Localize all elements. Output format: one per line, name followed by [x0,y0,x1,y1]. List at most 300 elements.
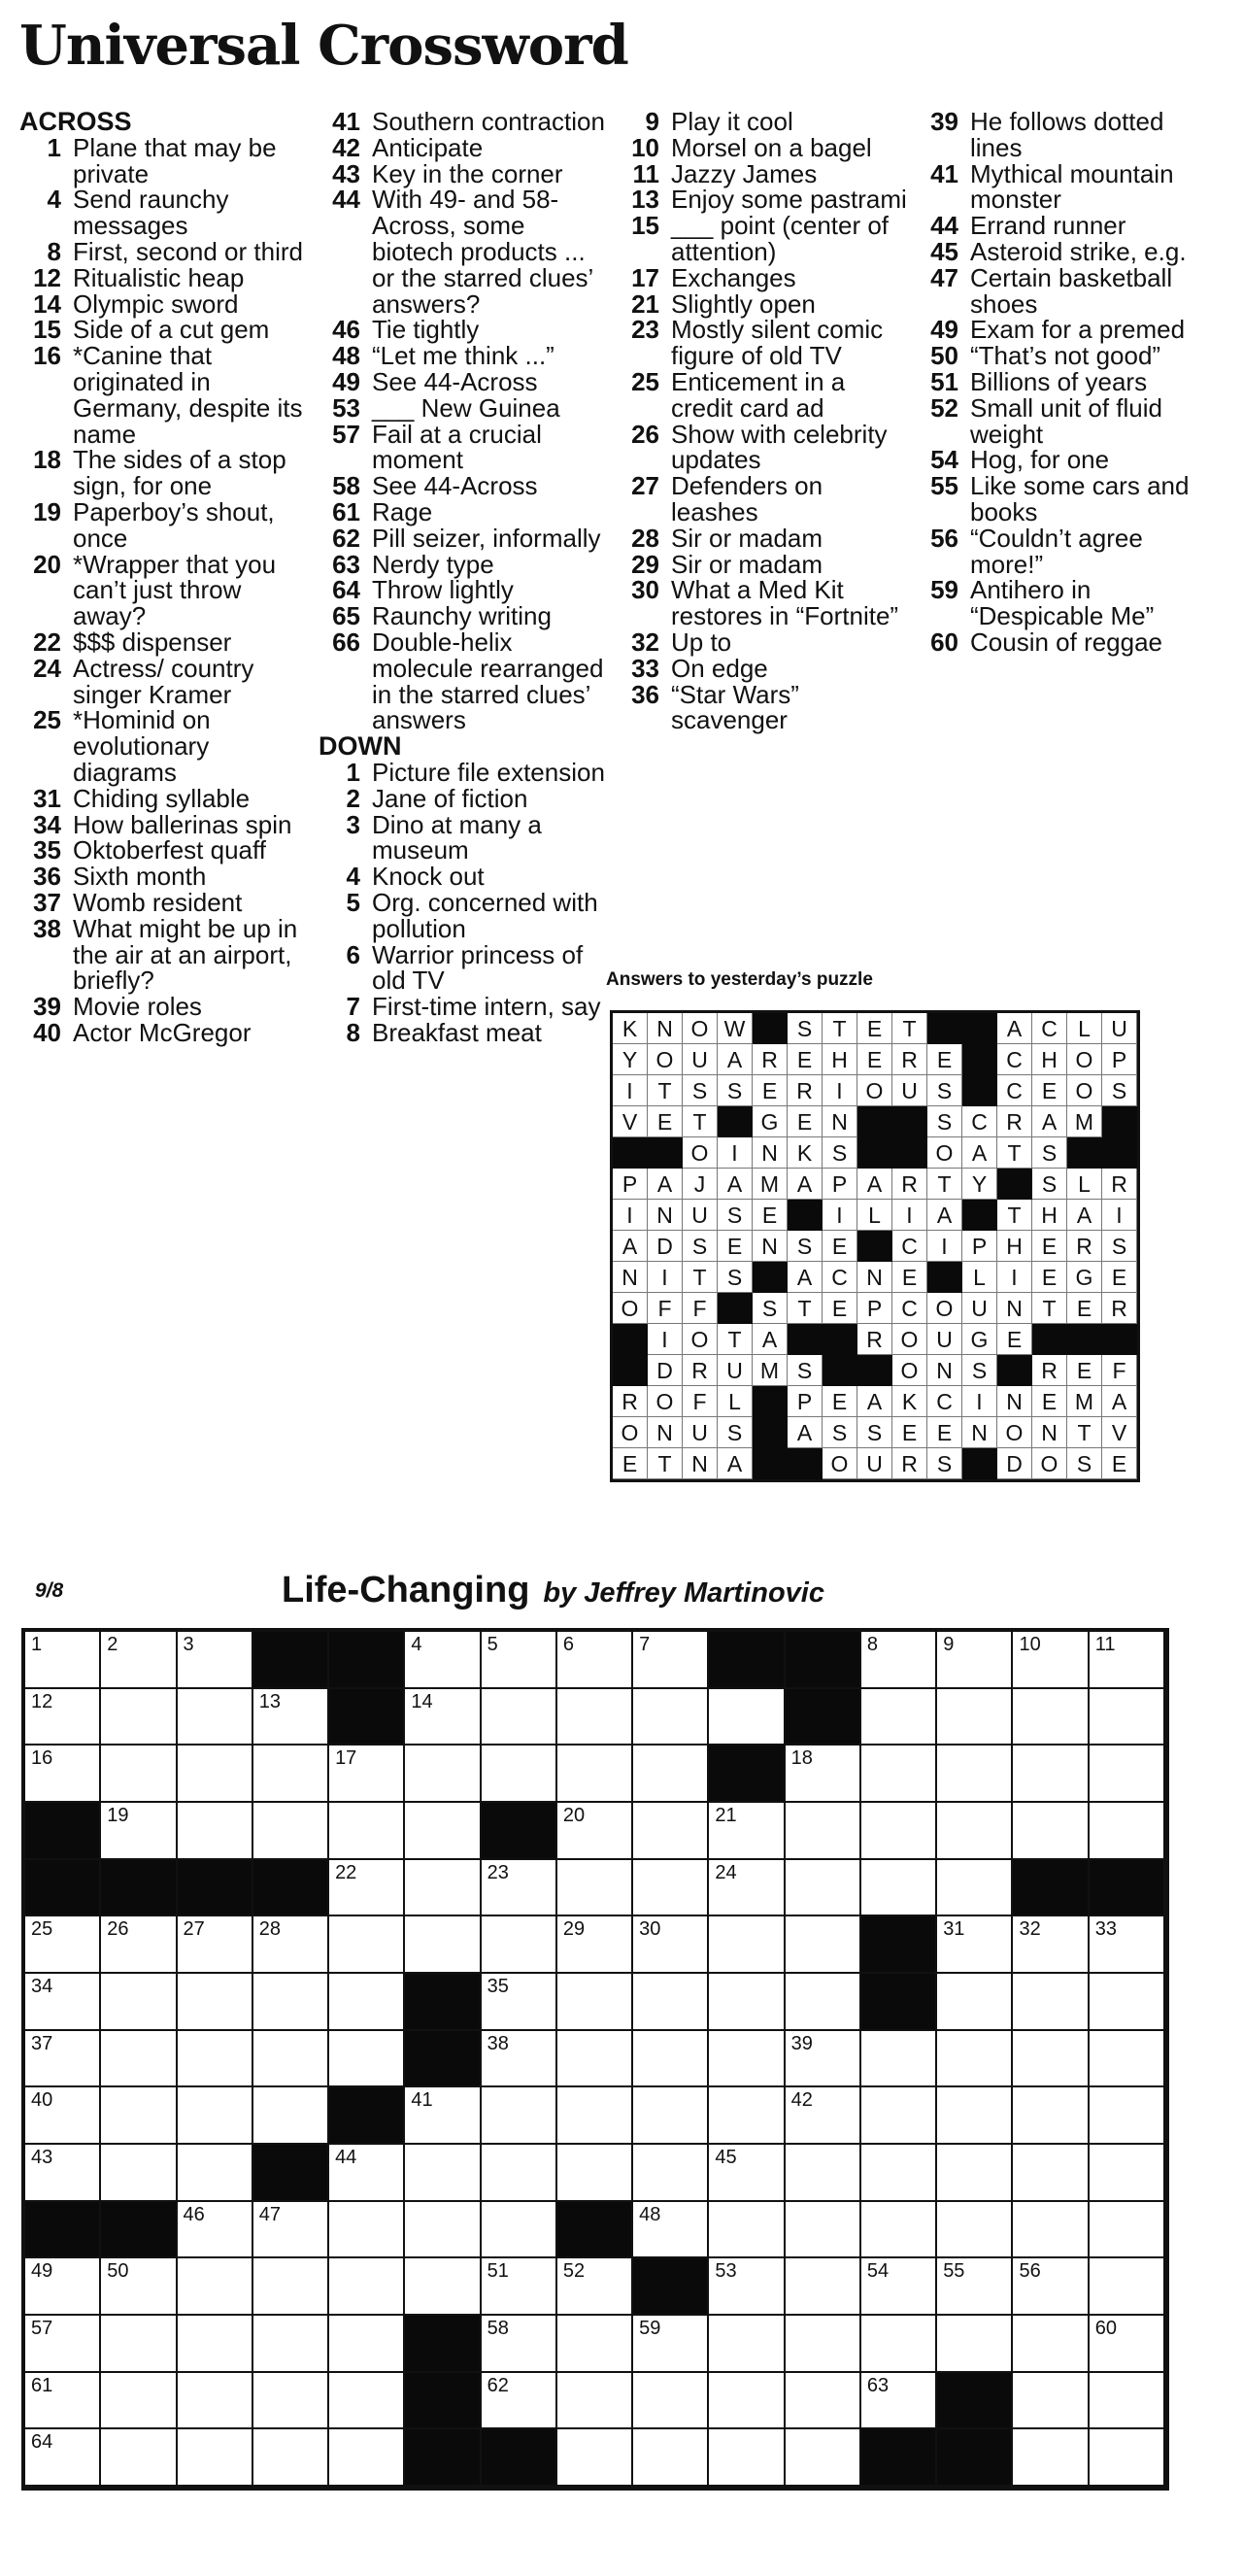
puzzle-cell[interactable] [937,2258,1013,2316]
answer-cell: I [718,1137,753,1169]
puzzle-cell[interactable] [253,2202,329,2259]
puzzle-cell[interactable] [1090,1974,1165,2031]
answer-cell: N [753,1137,788,1169]
puzzle-cell[interactable] [482,2202,557,2259]
puzzle-cell[interactable] [482,1860,557,1917]
puzzle-cell[interactable] [557,2316,633,2373]
answer-cell: E [788,1044,823,1075]
puzzle-cell[interactable] [786,1860,861,1917]
puzzle-cell[interactable] [25,2373,101,2430]
puzzle-cell[interactable] [1013,2316,1089,2373]
puzzle-cell[interactable] [557,2258,633,2316]
clue-number: 37 [33,887,61,917]
answer-cell: O [927,1293,962,1324]
puzzle-cell[interactable] [329,1860,405,1917]
puzzle-cell[interactable] [709,2373,785,2430]
puzzle-cell[interactable] [786,2429,861,2487]
puzzle-cell[interactable] [101,2373,177,2430]
puzzle-cell[interactable] [1013,1974,1089,2031]
puzzle-cell[interactable] [178,2373,253,2430]
puzzle-cell[interactable] [25,2316,101,2373]
puzzle-cell[interactable] [786,1916,861,1974]
cell-number: 14 [411,1690,433,1712]
puzzle-cell[interactable] [1013,2145,1089,2202]
puzzle-cell[interactable] [329,1803,405,1860]
puzzle-cell[interactable] [253,2429,329,2487]
clue [319,158,610,188]
puzzle-cell[interactable] [101,2316,177,2373]
puzzle-cell[interactable] [709,2145,785,2202]
puzzle-cell[interactable] [861,1746,937,1803]
answer-cell: G [753,1106,788,1137]
puzzle-cell[interactable] [1090,2429,1165,2487]
cell-number: 49 [31,2260,53,2283]
clue [319,994,610,1020]
puzzle-cell[interactable] [405,1916,481,1974]
answer-cell: N [962,1417,997,1448]
clue-text: Picture file extension [372,757,605,787]
puzzle-cell[interactable] [329,2373,405,2430]
puzzle-cell[interactable] [633,2031,709,2088]
puzzle-cell[interactable] [861,1860,937,1917]
answer-black-cell [753,1448,788,1479]
cell-number: 37 [31,2032,53,2054]
puzzle-cell[interactable] [482,2373,557,2430]
answer-cell: T [648,1448,683,1479]
puzzle-cell[interactable] [101,1916,177,1974]
puzzle-cell[interactable] [25,2031,101,2088]
answer-black-cell [613,1324,648,1355]
puzzle-cell[interactable] [937,2316,1013,2373]
puzzle-cell[interactable] [405,2087,481,2145]
clue [319,525,610,552]
puzzle-cell[interactable] [1090,2087,1165,2145]
puzzle-cell[interactable] [786,2316,861,2373]
puzzle-cell[interactable] [482,2031,557,2088]
puzzle-cell[interactable] [482,1974,557,2031]
answer-cell: A [927,1200,962,1231]
clue-text: Like some cars and books [970,471,1190,526]
clue-text: On edge [671,653,768,683]
puzzle-cell[interactable] [482,2145,557,2202]
answer-cell: N [613,1262,648,1293]
clue-number: 52 [930,392,958,423]
puzzle-cell[interactable] [861,2373,937,2430]
puzzle-cell[interactable] [178,2316,253,2373]
clue-text: Certain basketball shoes [970,262,1173,319]
puzzle-cell[interactable] [101,1746,177,1803]
puzzle-cell[interactable] [329,1916,405,1974]
puzzle-cell[interactable] [25,2145,101,2202]
answer-cell: Y [613,1044,648,1075]
clue [19,496,311,553]
puzzle-cell[interactable] [253,2087,329,2145]
puzzle-cell[interactable] [329,2429,405,2487]
puzzle-cell[interactable] [253,1916,329,1974]
answer-cell: L [1067,1169,1102,1200]
puzzle-cell[interactable] [861,2087,937,2145]
puzzle-cell[interactable] [1013,1689,1089,1746]
puzzle-cell[interactable] [633,2145,709,2202]
clue [319,757,610,787]
clue-number: 55 [930,471,958,501]
puzzle-cell[interactable] [1090,1916,1165,1974]
clue-number: 36 [631,679,659,709]
puzzle-cell[interactable] [557,1916,633,1974]
answer-black-cell [1102,1137,1137,1169]
clue-text: First, second or third [73,236,303,266]
puzzle-cell[interactable] [1013,2087,1089,2145]
puzzle-cell[interactable] [786,2258,861,2316]
puzzle-cell[interactable] [25,2258,101,2316]
puzzle-cell[interactable] [633,2202,709,2259]
puzzle-cell[interactable] [329,1746,405,1803]
puzzle-cell[interactable] [1013,2031,1089,2088]
answer-cell: L [718,1386,753,1417]
puzzle-cell[interactable] [937,1803,1013,1860]
puzzle-cell[interactable] [786,1746,861,1803]
puzzle-cell[interactable] [101,1632,177,1689]
puzzle-cell[interactable] [709,2258,785,2316]
puzzle-cell[interactable] [1090,1689,1165,1746]
puzzle-cell[interactable] [405,2258,481,2316]
puzzle-cell[interactable] [937,2087,1013,2145]
puzzle-cell[interactable] [178,2031,253,2088]
puzzle-cell[interactable] [482,2258,557,2316]
puzzle-cell[interactable] [633,2087,709,2145]
puzzle-cell[interactable] [937,2145,1013,2202]
clue-text: Key in the corner [372,158,563,188]
clue-number: 60 [930,627,958,657]
puzzle-cell[interactable] [482,1746,557,1803]
puzzle-cell[interactable] [1013,2429,1089,2487]
answer-cell: S [788,1013,823,1044]
puzzle-cell[interactable] [25,1974,101,2031]
puzzle-cell[interactable] [1090,2373,1165,2430]
puzzle-cell[interactable] [253,2316,329,2373]
clue [319,186,610,317]
clue-number: 45 [930,236,958,266]
puzzle-cell[interactable] [1090,2202,1165,2259]
puzzle-cell[interactable] [633,1746,709,1803]
clue-column-2 [319,109,610,1046]
answer-cell: E [927,1417,962,1448]
puzzle-cell[interactable] [786,2087,861,2145]
puzzle-cell[interactable] [482,2316,557,2373]
puzzle-cell[interactable] [178,2145,253,2202]
across-heading: ACROSS [19,107,132,136]
puzzle-cell[interactable] [557,2373,633,2430]
puzzle-cell[interactable] [405,2202,481,2259]
clue [917,392,1208,449]
puzzle-black-cell [861,1916,937,1974]
answer-black-cell [613,1137,648,1169]
puzzle-cell[interactable] [482,2087,557,2145]
puzzle-cell[interactable] [329,2258,405,2316]
puzzle-cell[interactable] [557,2145,633,2202]
puzzle-cell[interactable] [633,1860,709,1917]
answer-cell: U [892,1075,927,1106]
puzzle-cell[interactable] [633,1974,709,2031]
puzzle-cell[interactable] [861,1689,937,1746]
answer-cell: P [1102,1044,1137,1075]
puzzle-cell[interactable] [253,1689,329,1746]
puzzle-cell[interactable] [178,1689,253,1746]
puzzle-cell[interactable] [937,2031,1013,2088]
puzzle-cell[interactable] [709,2429,785,2487]
puzzle-cell[interactable] [1013,2258,1089,2316]
puzzle-cell[interactable] [557,1860,633,1917]
puzzle-cell[interactable] [937,1689,1013,1746]
puzzle-cell[interactable] [253,2258,329,2316]
puzzle-cell[interactable] [25,2429,101,2487]
answer-cell: K [613,1013,648,1044]
puzzle-cell[interactable] [1013,2202,1089,2259]
puzzle-cell[interactable] [178,1803,253,1860]
puzzle-cell[interactable] [633,1803,709,1860]
puzzle-cell[interactable] [937,2202,1013,2259]
puzzle-cell[interactable] [329,2031,405,2088]
clue [319,629,610,733]
puzzle-cell[interactable] [178,1632,253,1689]
clue-number: 25 [33,705,61,735]
answer-cell: E [1102,1448,1137,1479]
puzzle-cell[interactable] [1013,1803,1089,1860]
puzzle-cell[interactable] [178,2087,253,2145]
puzzle-cell[interactable] [1090,2031,1165,2088]
puzzle-cell[interactable] [1090,1632,1165,1689]
puzzle-cell[interactable] [937,1860,1013,1917]
puzzle-cell[interactable] [937,1632,1013,1689]
puzzle-cell[interactable] [25,1916,101,1974]
puzzle-cell[interactable] [557,2031,633,2088]
puzzle-cell[interactable] [557,1632,633,1689]
puzzle-cell[interactable] [557,1803,633,1860]
puzzle-cell[interactable] [178,2429,253,2487]
puzzle-cell[interactable] [709,1803,785,1860]
puzzle-cell[interactable] [329,2316,405,2373]
clue [319,496,610,526]
clue-text: Jazzy James [671,158,818,188]
puzzle-cell[interactable] [253,2031,329,2088]
puzzle-cell[interactable] [557,2087,633,2145]
puzzle-cell[interactable] [861,2202,937,2259]
puzzle-cell[interactable] [1090,2258,1165,2316]
puzzle-cell[interactable] [786,2373,861,2430]
puzzle-cell[interactable] [709,2031,785,2088]
puzzle-cell[interactable] [786,1974,861,2031]
puzzle-cell[interactable] [937,1916,1013,1974]
answer-cell: R [613,1386,648,1417]
puzzle-cell[interactable] [937,1746,1013,1803]
puzzle-cell[interactable] [861,2258,937,2316]
puzzle-cell[interactable] [557,1974,633,2031]
puzzle-cell[interactable] [101,1974,177,2031]
puzzle-cell[interactable] [405,1860,481,1917]
clue-number: 10 [631,132,659,162]
clue-text: “That’s not good” [970,341,1161,371]
puzzle-cell[interactable] [937,1974,1013,2031]
clue-column-4 [917,109,1208,656]
answer-cell: L [857,1200,892,1231]
puzzle-cell[interactable] [557,1746,633,1803]
puzzle-cell[interactable] [633,2429,709,2487]
answer-cell: O [1032,1448,1067,1479]
clue-number: 34 [33,809,61,839]
clue [319,603,610,629]
answer-cell: T [683,1106,718,1137]
puzzle-cell[interactable] [1090,2316,1165,2373]
clue [19,1017,311,1047]
clue [917,473,1208,525]
puzzle-cell[interactable] [1013,1916,1089,1974]
answer-black-cell [927,1262,962,1293]
clue-number: 64 [332,575,360,605]
clue [618,577,909,629]
puzzle-cell[interactable] [557,2429,633,2487]
answers-grid [610,1010,1140,1482]
puzzle-cell[interactable] [709,2202,785,2259]
puzzle-cell[interactable] [709,1974,785,2031]
puzzle-cell[interactable] [405,1689,481,1746]
puzzle-cell[interactable] [1013,2373,1089,2430]
puzzle-cell[interactable] [861,2316,937,2373]
puzzle-cell[interactable] [557,1689,633,1746]
puzzle-cell[interactable] [786,2145,861,2202]
puzzle-cell[interactable] [101,1689,177,1746]
puzzle-cell[interactable] [253,2373,329,2430]
puzzle-black-cell [786,1689,861,1746]
puzzle-cell[interactable] [482,1689,557,1746]
clue [917,236,1208,266]
answer-cell: E [613,1448,648,1479]
puzzle-cell[interactable] [861,1803,937,1860]
puzzle-cell[interactable] [178,2202,253,2259]
puzzle-cell[interactable] [633,1916,709,1974]
cell-number: 18 [790,1747,813,1770]
puzzle-cell[interactable] [861,1632,937,1689]
puzzle-byline: by Jeffrey Martinovic [543,1577,824,1609]
puzzle-cell[interactable] [786,2202,861,2259]
puzzle-cell[interactable] [633,1632,709,1689]
puzzle-cell[interactable] [709,1916,785,1974]
puzzle-cell[interactable] [101,2145,177,2202]
puzzle-cell[interactable] [101,2031,177,2088]
clue-number: 50 [930,341,958,371]
puzzle-cell[interactable] [25,1632,101,1689]
clue-text: Rage [372,496,433,526]
answer-cell: U [927,1324,962,1355]
puzzle-cell[interactable] [405,1746,481,1803]
clue-number: 18 [33,445,61,475]
answer-cell: P [613,1169,648,1200]
answer-cell: E [753,1075,788,1106]
puzzle-cell[interactable] [101,2087,177,2145]
puzzle-cell[interactable] [709,2316,785,2373]
puzzle-cell[interactable] [709,2087,785,2145]
cell-number: 5 [487,1634,498,1655]
puzzle-cell[interactable] [101,2258,177,2316]
answer-cell: S [1032,1137,1067,1169]
cell-number: 8 [866,1634,879,1655]
puzzle-cell[interactable] [405,1803,481,1860]
answer-cell: S [718,1200,753,1231]
puzzle-cell[interactable] [861,2145,937,2202]
answer-cell: O [683,1324,718,1355]
answer-cell: I [927,1231,962,1262]
puzzle-cell[interactable] [253,1974,329,2031]
answer-cell: M [1067,1106,1102,1137]
cell-number: 64 [31,2431,53,2454]
puzzle-cell[interactable] [482,1632,557,1689]
cell-number: 3 [183,1634,194,1655]
puzzle-cell[interactable] [786,1803,861,1860]
puzzle-cell[interactable] [1090,1746,1165,1803]
puzzle-cell[interactable] [709,1689,785,1746]
puzzle-cell[interactable] [25,2087,101,2145]
answer-cell: L [962,1262,997,1293]
puzzle-cell[interactable] [1013,1746,1089,1803]
cell-number: 2 [107,1634,118,1655]
answer-cell: N [927,1355,962,1386]
puzzle-cell[interactable] [633,1689,709,1746]
puzzle-cell[interactable] [101,2429,177,2487]
puzzle-cell[interactable] [253,1746,329,1803]
puzzle-cell[interactable] [633,2373,709,2430]
puzzle-cell[interactable] [1013,1632,1089,1689]
puzzle-cell[interactable] [178,2258,253,2316]
puzzle-cell[interactable] [178,1974,253,2031]
puzzle-cell[interactable] [861,2031,937,2088]
answer-black-cell [962,1448,997,1479]
puzzle-black-cell [1013,1860,1089,1917]
puzzle-cell[interactable] [329,1974,405,2031]
clue [319,577,610,603]
puzzle-cell[interactable] [101,1803,177,1860]
answers-title: Answers to yesterday’s puzzle [606,969,873,990]
puzzle-cell[interactable] [25,1746,101,1803]
clue-text: $$$ dispenser [73,627,232,657]
answer-cell: D [997,1448,1032,1479]
puzzle-cell[interactable] [786,2031,861,2088]
puzzle-cell[interactable] [178,1746,253,1803]
answer-black-cell [997,1169,1032,1200]
clue-number: 15 [33,315,61,345]
clue-text: Mythical mountain monster [970,158,1174,215]
puzzle-cell[interactable] [329,2202,405,2259]
answer-cell: J [683,1169,718,1200]
puzzle-cell[interactable] [253,1803,329,1860]
puzzle-cell[interactable] [1090,2145,1165,2202]
puzzle-cell[interactable] [25,1689,101,1746]
answer-cell: T [927,1169,962,1200]
answer-cell: R [753,1044,788,1075]
answer-cell: S [927,1075,962,1106]
puzzle-cell[interactable] [329,2145,405,2202]
puzzle-cell[interactable] [178,1916,253,1974]
puzzle-cell[interactable] [405,1632,481,1689]
puzzle-cell[interactable] [405,2145,481,2202]
answer-black-cell [892,1137,927,1169]
clue [319,864,610,890]
puzzle-cell[interactable] [633,2316,709,2373]
cell-number: 24 [715,1861,737,1883]
puzzle-cell[interactable] [1090,1803,1165,1860]
clue-text: *Wrapper that you can’t just throw away? [73,549,277,631]
clue [19,262,311,292]
puzzle-cell[interactable] [482,1916,557,1974]
puzzle-cell[interactable] [709,1860,785,1917]
